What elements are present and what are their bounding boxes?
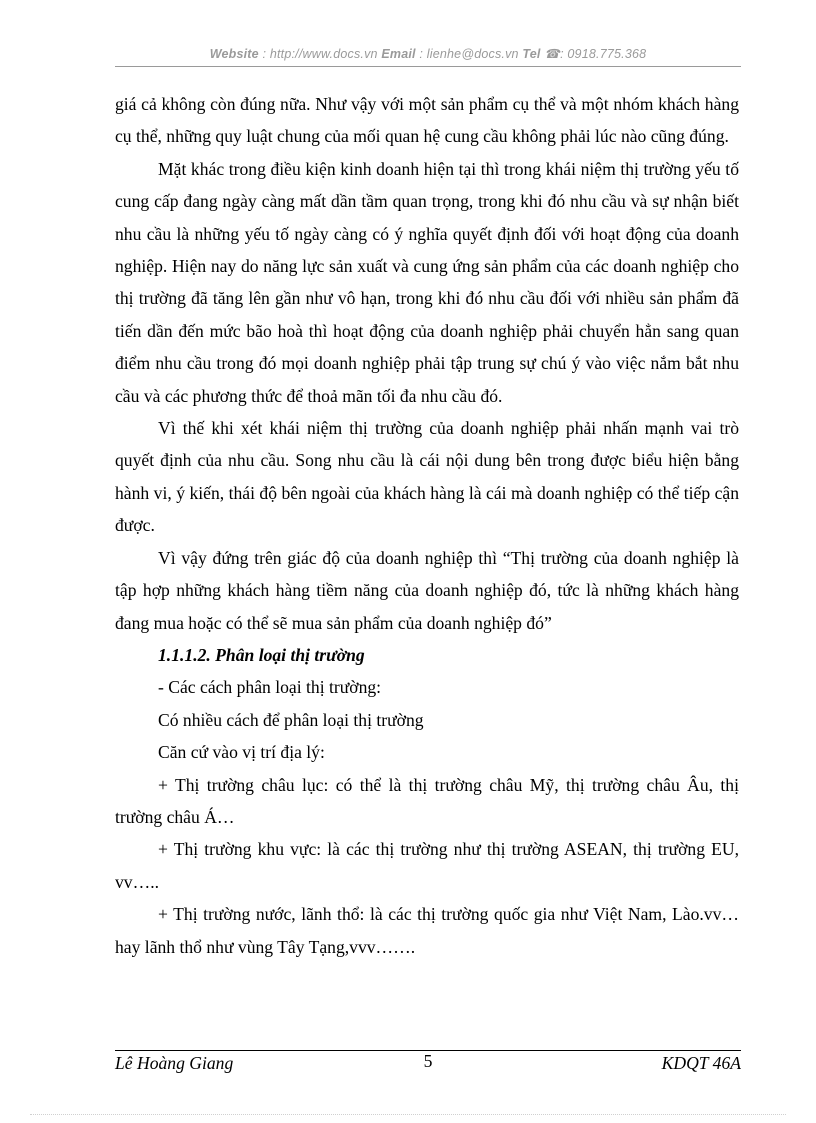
text-line: - Các cách phân loại thị trường:	[158, 677, 382, 698]
bullet-item: + Thị trường châu lục: có thể là thị trường châu Mỹ, thị trường châu Âu, thị trường châu Á…	[115, 774, 739, 827]
paragraph: Vì thế khi xét khái niệm thị trường của doanh nghiệp phải nhấn mạnh vai trò quyết định của nhu cầu. Song nhu cầu là cái nội dung bên trong được biểu hiện bằng hành vi, ý kiến, thái độ bên ngoài của khách hàng là cái mà doanh nghiệp có thể tiếp cận được.	[115, 418, 739, 536]
document-body	[115, 88, 739, 963]
bullet-item: + Thị trường khu vực: là các thị trường như thị trường ASEAN, thị trường EU, vv…..	[115, 839, 739, 892]
header-divider	[115, 66, 741, 67]
tel-label: Tel	[522, 47, 541, 61]
tel-value: : 0918.775.368	[560, 47, 647, 61]
footer-author: Lê Hoàng Giang	[115, 1053, 234, 1073]
website-label: Website	[209, 47, 259, 61]
website-value: : http://www.docs.vn	[262, 47, 378, 61]
paragraph: Vì vậy đứng trên giác độ của doanh nghiệp thì “Thị trường của doanh nghiệp là tập hợp những khách hàng tiềm năng của doanh nghiệp đó, tức là những khách hàng đang mua hoặc có thể sẽ mua sản phẩm của doanh nghiệp đó”	[115, 547, 739, 633]
paragraph: giá cả không còn đúng nữa. Như vậy với một sản phẩm cụ thể và một nhóm khách hàng cụ thể, những quy luật chung của mối quan hệ cung cầu không phải lúc nào cũng đúng.	[115, 94, 739, 147]
text-line: Căn cứ vào vị trí địa lý:	[158, 742, 325, 763]
email-value: : lienhe@docs.vn	[419, 47, 519, 61]
section-heading: 1.1.1.2. Phân loại thị trường	[158, 644, 365, 665]
email-label: Email	[381, 47, 416, 61]
paragraph: Mặt khác trong điều kiện kinh doanh hiện tại thì trong khái niệm thị trường yếu tố cung cấp đang ngày càng mất dần tầm quan trọng, trong khi đó nhu cầu và sự nhận biết nhu cầu là những yếu tố ngày càng có ý nghĩa quyết định đối với hoạt động của doanh nghiệp. Hiện nay do năng lực sản xuất và cung ứng sản phẩm của các doanh nghiệp cho thị trường đã tăng lên gần như vô hạn, trong khi đó nhu cầu đối với nhiều sản phẩm đã tiến dần đến mức bão hoà thì hoạt động của doanh nghiệp phải chuyển hẳn sang quan điểm nhu cầu trong đó mọi doanh nghiệp phải tập trung sự chú ý vào việc nắm bắt nhu cầu và các phương thức để thoả mãn tối đa nhu cầu đó.	[115, 158, 739, 406]
phone-icon: ☎	[544, 47, 561, 61]
page-edge-divider	[30, 1114, 786, 1115]
page-number: 5	[423, 1051, 433, 1071]
text-line: Có nhiều cách để phân loại thị trường	[158, 709, 424, 730]
footer-class-code: KDQT 46A	[661, 1053, 741, 1073]
bullet-item: + Thị trường nước, lãnh thổ: là các thị trường quốc gia như Việt Nam, Lào.vv… hay lãnh thổ như vùng Tây Tạng,vvv…….	[115, 904, 739, 957]
page-header	[115, 46, 741, 61]
page-footer	[115, 1053, 741, 1079]
